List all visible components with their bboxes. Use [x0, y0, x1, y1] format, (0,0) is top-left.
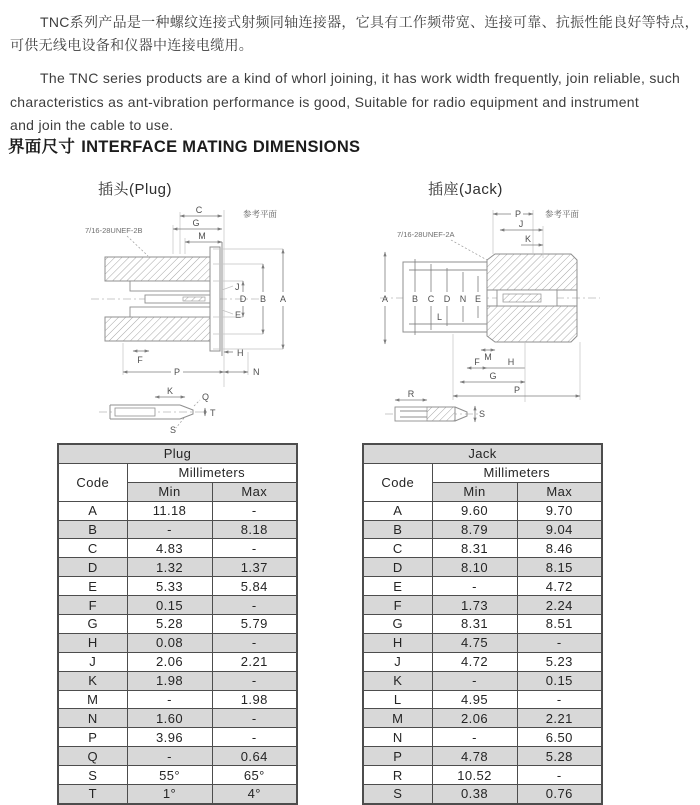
table-cell: -	[127, 690, 212, 709]
table-cell: 1.98	[127, 671, 212, 690]
table-row	[58, 690, 297, 709]
plug-diagram	[85, 202, 315, 434]
table-row	[363, 690, 602, 709]
table-cell: 1.37	[212, 558, 297, 577]
table-row	[58, 615, 297, 634]
table-row	[58, 785, 297, 804]
plug-table	[57, 443, 298, 805]
table-row	[58, 728, 297, 747]
jack-col-min: Min	[432, 482, 517, 501]
table-cell: D	[363, 558, 432, 577]
table-row	[58, 747, 297, 766]
table-cell: 0.76	[517, 785, 602, 804]
plug-dim-n-label: N	[253, 367, 260, 377]
plug-top-dimensions	[173, 205, 278, 254]
intro-en-line2: characteristics as ant-vibration performance is good, Suitable for radio equipment and instrument	[10, 93, 640, 110]
table-row	[58, 633, 297, 652]
table-row	[58, 501, 297, 520]
intro-paragraph-cn	[10, 11, 699, 57]
table-cell: J	[363, 652, 432, 671]
table-cell: -	[212, 633, 297, 652]
jack-col-unit: Millimeters	[432, 463, 602, 482]
table-row	[363, 501, 602, 520]
table-cell: P	[363, 747, 432, 766]
table-row	[363, 747, 602, 766]
table-cell: J	[58, 652, 127, 671]
table-cell: C	[58, 539, 127, 558]
table-cell: 9.60	[432, 501, 517, 520]
plug-dim-h-label: H	[237, 348, 244, 358]
jack-table	[362, 443, 603, 805]
section-heading-en: INTERFACE MATING DIMENSIONS	[81, 138, 361, 156]
table-cell: -	[432, 728, 517, 747]
table-cell: 8.51	[517, 615, 602, 634]
table-row	[58, 671, 297, 690]
table-row	[363, 709, 602, 728]
table-cell: 8.15	[517, 558, 602, 577]
jack-dim-n-label: N	[459, 294, 467, 304]
jack-col-code: Code	[363, 463, 432, 501]
jack-top-dimensions	[493, 209, 580, 258]
jack-bottom-dimensions	[453, 334, 580, 402]
table-cell: C	[363, 539, 432, 558]
table-cell: 4.83	[127, 539, 212, 558]
table-cell: 0.38	[432, 785, 517, 804]
plug-bottom-dimensions	[123, 343, 260, 377]
table-row	[363, 539, 602, 558]
jack-dim-e-label: E	[474, 294, 482, 304]
jack-figure-caption: 插座(Jack)	[428, 181, 503, 198]
plug-dim-p-label: P	[173, 367, 181, 377]
jack-diagram	[375, 202, 610, 434]
table-cell: 5.23	[517, 652, 602, 671]
plug-dim-k-label: K	[166, 386, 174, 396]
jack-dim-j-label: J	[518, 219, 524, 229]
table-cell: 1.60	[127, 709, 212, 728]
table-cell: 65°	[212, 766, 297, 785]
table-cell: 4.78	[432, 747, 517, 766]
table-cell: -	[517, 633, 602, 652]
table-cell: S	[58, 766, 127, 785]
table-cell: K	[58, 671, 127, 690]
table-cell: 8.79	[432, 520, 517, 539]
table-row	[363, 596, 602, 615]
table-cell: 2.24	[517, 596, 602, 615]
table-row	[363, 766, 602, 785]
plug-dim-e-label: E	[235, 310, 242, 320]
plug-thread-callout	[85, 226, 148, 256]
jack-contact-detail	[385, 389, 485, 422]
table-cell: 9.70	[517, 501, 602, 520]
table-cell: -	[212, 728, 297, 747]
table-cell: 4.72	[432, 652, 517, 671]
table-cell: 2.21	[517, 709, 602, 728]
table-cell: 9.04	[517, 520, 602, 539]
plug-figure-caption: 插头(Plug)	[98, 181, 173, 198]
jack-dim-ptop-label: P	[515, 209, 522, 219]
intro-paragraph-en	[10, 67, 694, 138]
jack-dim-g-label: G	[489, 371, 497, 381]
table-cell: -	[212, 539, 297, 558]
plug-dim-d-label: D	[239, 294, 247, 304]
plug-dim-f-label: F	[137, 355, 143, 365]
table-cell: 5.28	[517, 747, 602, 766]
table-cell: 1.98	[212, 690, 297, 709]
plug-dim-j-label: J	[235, 282, 240, 292]
jack-dim-b-label: B	[411, 294, 419, 304]
intro-en-line1: The TNC series products are a kind of whorl joining, it has work width frequently, join reliable, such	[40, 70, 681, 86]
table-cell: Q	[58, 747, 127, 766]
plug-col-unit: Millimeters	[127, 463, 297, 482]
table-cell: 5.79	[212, 615, 297, 634]
jack-dim-h-label: H	[507, 357, 515, 367]
table-cell: -	[212, 671, 297, 690]
table-row	[58, 766, 297, 785]
table-cell: E	[58, 577, 127, 596]
table-row	[363, 671, 602, 690]
jack-dim-m-label: M	[484, 352, 492, 362]
table-cell: M	[363, 709, 432, 728]
table-cell: 8.18	[212, 520, 297, 539]
table-row	[363, 633, 602, 652]
table-cell: P	[58, 728, 127, 747]
plug-dim-m-label: M	[198, 231, 206, 241]
table-cell: 5.33	[127, 577, 212, 596]
plug-dim-g-label: G	[192, 218, 200, 228]
plug-dim-s-label: S	[170, 425, 177, 435]
table-cell: 8.31	[432, 615, 517, 634]
jack-dim-d-label: D	[443, 294, 451, 304]
table-cell: -	[432, 577, 517, 596]
table-cell: H	[58, 633, 127, 652]
table-cell: 2.21	[212, 652, 297, 671]
jack-col-max: Max	[517, 482, 602, 501]
table-cell: S	[363, 785, 432, 804]
plug-dim-t-label: T	[210, 408, 216, 418]
table-cell: 4°	[212, 785, 297, 804]
table-row	[363, 785, 602, 804]
plug-dim-a-label: A	[279, 294, 287, 304]
table-cell: -	[127, 747, 212, 766]
table-row	[58, 652, 297, 671]
table-row	[363, 615, 602, 634]
plug-thread-label: 7/16-28UNEF-2B	[85, 226, 143, 235]
table-cell: T	[58, 785, 127, 804]
table-row	[363, 558, 602, 577]
table-row	[58, 709, 297, 728]
table-cell: A	[58, 501, 127, 520]
jack-dim-a-label: A	[381, 294, 389, 304]
plug-dim-c-label: C	[195, 205, 203, 215]
jack-thread-label: 7/16-28UNEF-2A	[397, 230, 455, 239]
table-cell: 4.95	[432, 690, 517, 709]
table-cell: 0.08	[127, 633, 212, 652]
table-cell: G	[58, 615, 127, 634]
table-cell: -	[517, 690, 602, 709]
jack-table-title: Jack	[363, 444, 602, 463]
table-cell: 8.31	[432, 539, 517, 558]
table-cell: 1°	[127, 785, 212, 804]
table-cell: -	[432, 671, 517, 690]
table-cell: N	[58, 709, 127, 728]
table-cell: 0.64	[212, 747, 297, 766]
table-row	[363, 728, 602, 747]
table-cell: 10.52	[432, 766, 517, 785]
table-cell: K	[363, 671, 432, 690]
table-cell: E	[363, 577, 432, 596]
table-cell: 4.75	[432, 633, 517, 652]
table-cell: 5.28	[127, 615, 212, 634]
table-cell: 3.96	[127, 728, 212, 747]
jack-dim-s-label: S	[479, 409, 486, 419]
plug-col-min: Min	[127, 482, 212, 501]
table-row	[58, 577, 297, 596]
table-cell: B	[363, 520, 432, 539]
table-row	[363, 577, 602, 596]
intro-cn-line1: TNC系列产品是一种螺纹连接式射频同轴连接器，它具有工作频带宽、连接可靠、抗振性能良好等特点，	[40, 14, 699, 30]
jack-ref-plane-label: 参考平面	[545, 209, 580, 219]
table-row	[363, 652, 602, 671]
intro-cn-line2: 可供无线电设备和仪器中连接电缆用。	[10, 37, 254, 53]
table-cell: H	[363, 633, 432, 652]
table-row	[58, 558, 297, 577]
table-cell: N	[363, 728, 432, 747]
table-cell: -	[127, 520, 212, 539]
plug-ref-plane-label: 参考平面	[243, 209, 278, 219]
table-cell: 4.72	[517, 577, 602, 596]
table-cell: G	[363, 615, 432, 634]
jack-dim-c-label: C	[427, 294, 435, 304]
plug-col-code: Code	[58, 463, 127, 501]
section-heading-cn: 界面尺寸	[8, 138, 76, 156]
table-cell: R	[363, 766, 432, 785]
table-cell: D	[58, 558, 127, 577]
section-heading	[8, 133, 360, 157]
plug-dim-q-label: Q	[202, 392, 210, 402]
plug-dim-b-label: B	[259, 294, 267, 304]
jack-table-body	[363, 501, 602, 804]
plug-table-body	[58, 501, 297, 804]
table-cell: 0.15	[517, 671, 602, 690]
table-cell: 6.50	[517, 728, 602, 747]
table-cell: M	[58, 690, 127, 709]
table-row	[363, 520, 602, 539]
table-row	[58, 520, 297, 539]
table-cell: 8.46	[517, 539, 602, 558]
table-cell: L	[363, 690, 432, 709]
table-cell: -	[212, 596, 297, 615]
table-cell: 1.32	[127, 558, 212, 577]
table-cell: 1.73	[432, 596, 517, 615]
jack-dim-pbottom-label: P	[513, 385, 521, 395]
table-cell: F	[58, 596, 127, 615]
plug-contact-detail	[99, 386, 216, 435]
table-cell: 2.06	[127, 652, 212, 671]
jack-dim-r-label: R	[407, 389, 415, 399]
table-cell: 55°	[127, 766, 212, 785]
table-cell: 5.84	[212, 577, 297, 596]
jack-thread-callout	[397, 230, 487, 260]
table-cell: A	[363, 501, 432, 520]
table-cell: -	[212, 709, 297, 728]
table-cell: 8.10	[432, 558, 517, 577]
intro-en-line3: and join the cable to use.	[10, 117, 174, 133]
table-row	[58, 539, 297, 558]
jack-dim-l-label: L	[437, 312, 443, 322]
jack-dim-k-label: K	[525, 234, 532, 244]
plug-table-title: Plug	[58, 444, 297, 463]
table-cell: 11.18	[127, 501, 212, 520]
table-row	[58, 596, 297, 615]
plug-col-max: Max	[212, 482, 297, 501]
table-cell: 2.06	[432, 709, 517, 728]
table-cell: -	[517, 766, 602, 785]
table-cell: F	[363, 596, 432, 615]
table-cell: B	[58, 520, 127, 539]
table-cell: -	[212, 501, 297, 520]
jack-dim-f-label: F	[474, 357, 480, 367]
table-cell: 0.15	[127, 596, 212, 615]
